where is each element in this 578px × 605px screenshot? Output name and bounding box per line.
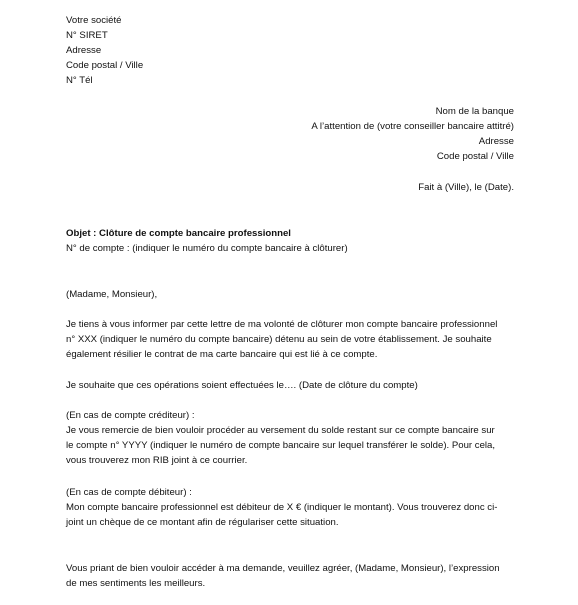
paragraph-date — [66, 378, 518, 393]
sender-phone: N° Tél — [66, 75, 93, 86]
recipient-postal-city: Code postal / Ville — [436, 151, 514, 162]
paragraph-debtor — [66, 485, 518, 530]
paragraph-line: (En cas de compte créditeur) : — [66, 410, 195, 421]
paragraph-line: n° XXX (indiquer le numéro du compte bancaire) détenu au sein de votre établissement. Je souhaite — [66, 334, 492, 345]
paragraph-line: de mes sentiments les meilleurs. — [66, 578, 206, 589]
paragraph-line: Vous priant de bien vouloir accéder à ma demande, veuillez agréer, (Madame, Monsieur), l’expression — [66, 563, 500, 574]
paragraph-line: Mon compte bancaire professionnel est débiteur de X € (indiquer le montant). Vous trouverez donc ci- — [66, 502, 498, 513]
paragraph-line: Je vous remercie de bien vouloir procéder au versement du solde restant sur ce compte bancaire sur — [66, 425, 495, 436]
paragraph-closing — [66, 561, 518, 591]
date-line: Fait à (Ville), le (Date). — [418, 182, 514, 193]
recipient-address: Adresse — [478, 136, 514, 147]
paragraph-line: vous trouverez mon RIB joint à ce courrier. — [66, 455, 248, 466]
paragraph-creditor — [66, 408, 518, 468]
paragraph-line: Je tiens à vous informer par cette lettre de ma volonté de clôturer mon compte bancaire professionnel — [66, 319, 498, 330]
account-number-line: N° de compte : (indiquer le numéro du compte bancaire à clôturer) — [66, 243, 348, 254]
sender-siret: N° SIRET — [66, 30, 108, 41]
recipient-bank-name: Nom de la banque — [435, 106, 514, 117]
paragraph-line: le compte n° YYYY (indiquer le numéro de compte bancaire sur lequel transférer le solde). Pour cela, — [66, 440, 496, 451]
salutation: (Madame, Monsieur), — [66, 289, 158, 300]
paragraph-line: également résilier le contrat de ma carte bancaire qui est lié à ce compte. — [66, 349, 378, 360]
paragraph-line: joint un chèque de ce montant afin de régulariser cette situation. — [66, 517, 339, 528]
paragraph-line: (En cas de compte débiteur) : — [66, 487, 192, 498]
subject-line: Objet : Clôture de compte bancaire professionnel — [66, 228, 291, 239]
sender-company: Votre société — [66, 15, 122, 26]
sender-postal-city: Code postal / Ville — [66, 60, 144, 71]
paragraph-line: Je souhaite que ces opérations soient effectuées le…. (Date de clôture du compte) — [66, 380, 418, 391]
recipient-attention: A l’attention de (votre conseiller bancaire attitré) — [311, 121, 514, 132]
sender-address: Adresse — [66, 45, 102, 56]
paragraph-intention — [66, 317, 518, 362]
